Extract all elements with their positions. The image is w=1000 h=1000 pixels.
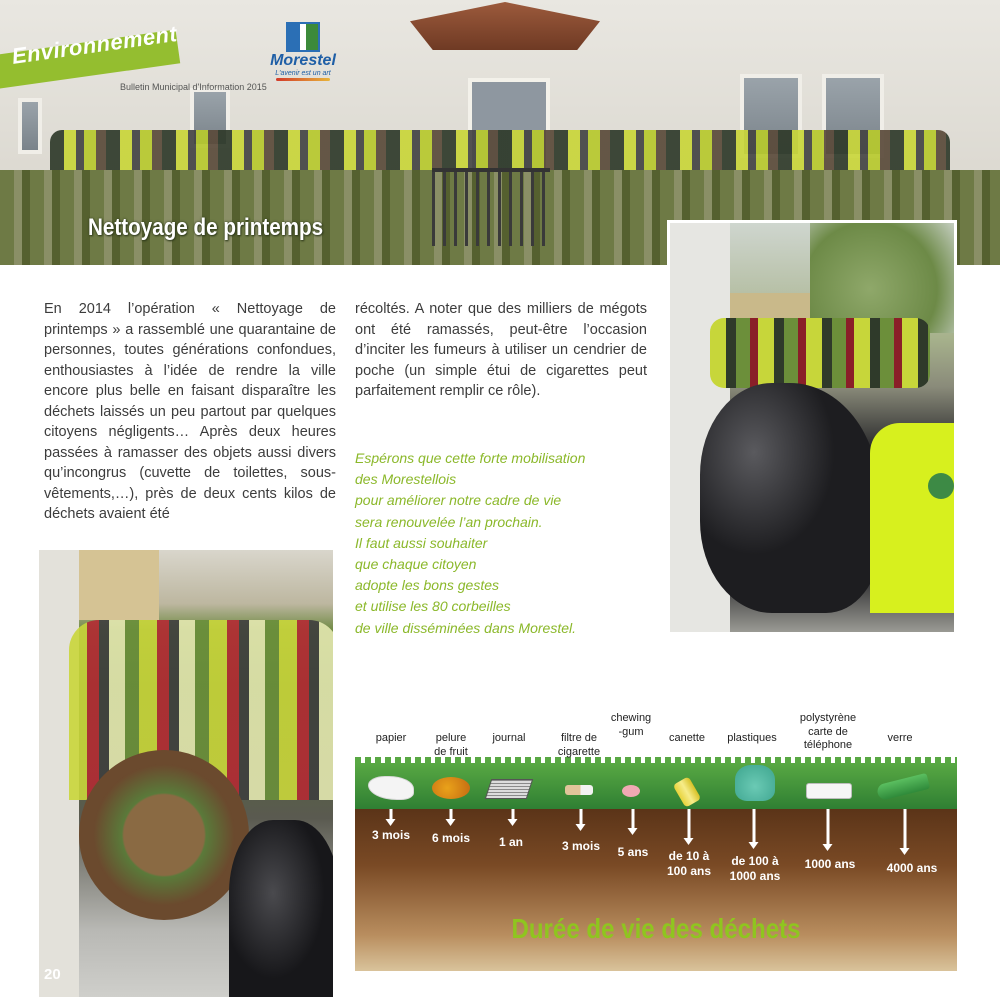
fruit-peel-icon: [432, 777, 470, 799]
item-label-polystyrene: polystyrène carte de téléphone: [799, 712, 857, 751]
section-label: Environnement: [10, 20, 179, 69]
item-label-filtre: filtre de cigarette: [557, 732, 601, 758]
garbage-bags-photo: [667, 220, 957, 635]
quote-line: Il faut aussi souhaiter: [355, 534, 488, 551]
quote-line: Espérons que cette forte mobilisation: [355, 450, 586, 466]
morestel-logo: [268, 22, 338, 81]
item-label-pelure: pelure de fruit: [434, 732, 468, 758]
article-title: Nettoyage de printemps: [88, 214, 324, 241]
plastic-bag-icon: [735, 765, 775, 801]
quote-line: sera renouvelée l’an prochain.: [355, 513, 543, 530]
duration-verre: 4000 ans: [886, 861, 938, 875]
logo-swoosh: [276, 78, 330, 81]
quote-line: des Morestellois: [355, 471, 457, 488]
item-label-verre: verre: [887, 732, 913, 744]
arrow-down-icon: [512, 809, 515, 820]
arrow-down-icon: [450, 809, 453, 820]
logo-tagline: L'avenir est un art: [275, 70, 331, 77]
item-label-plastiques: plastiques: [727, 732, 777, 744]
arrow-down-icon: [753, 809, 756, 843]
volunteers: [710, 318, 930, 388]
yellow-vest: [870, 423, 957, 613]
item-label-chewing-gum: chewing -gum: [610, 712, 652, 738]
quote-line: de ville disséminées dans Morestel.: [355, 619, 576, 636]
duration-filtre: 3 mois: [561, 839, 601, 853]
balcony-railing: [432, 168, 550, 246]
chewing-gum-icon: [622, 785, 640, 797]
duration-canette: de 10 à 100 ans: [666, 849, 712, 878]
item-label-papier: papier: [375, 732, 407, 744]
volunteers-photo: [36, 547, 336, 1000]
duration-plastiques: de 100 à 1000 ans: [729, 854, 781, 883]
bulletin-caption: Bulletin Municipal d'Information 2015: [120, 82, 267, 92]
duration-chewing-gum: 5 ans: [617, 845, 649, 859]
arrow-down-icon: [827, 809, 830, 845]
duration-polystyrene: 1000 ans: [804, 857, 856, 871]
cigarette-butt-icon: [565, 785, 593, 795]
quote-line: adopte les bons gestes: [355, 577, 499, 594]
globe-icon: [928, 473, 954, 499]
cable-reel: [79, 750, 249, 920]
page-number: 20: [44, 966, 61, 983]
arrow-down-icon: [390, 809, 393, 820]
quote-line: pour améliorer notre cadre de vie: [355, 492, 562, 509]
logo-name: Morestel: [270, 52, 336, 69]
trash-bags-pile: [700, 383, 880, 613]
quote-line: que chaque citoyen: [355, 556, 477, 573]
item-label-canette: canette: [668, 732, 706, 744]
arrow-down-icon: [580, 809, 583, 825]
duration-pelure: 6 mois: [431, 831, 471, 845]
duration-papier: 3 mois: [371, 828, 411, 842]
town-emblem-icon: [286, 22, 320, 52]
quote-line: et utilise les 80 corbeilles: [355, 598, 511, 615]
house-background: [79, 550, 159, 620]
closing-quote: [355, 448, 655, 639]
arrow-down-icon: [688, 809, 691, 839]
waste-lifetime-infographic: [355, 699, 957, 971]
tree-background: [810, 223, 957, 333]
arrow-down-icon: [632, 809, 635, 829]
polystyrene-tray-icon: [806, 783, 852, 799]
item-label-journal: journal: [492, 732, 526, 744]
article-paragraph-left: En 2014 l’opération « Nettoyage de printemps » a rassemblé une quarantaine de personnes, toutes générations confondues, enthousiastes à l’idée de rendre la ville encore plus belle en faisant disparaître les déchets laissés un peu partout par quelques citoyens négligents… Après deux heures passées à ramasser des objets aussi divers qu’incongrus (cuvette de toilettes, sous-vêtements,…), près de deux cents kilos de déchets avaient été: [44, 301, 336, 522]
duration-journal: 1 an: [498, 835, 524, 849]
trash-bags: [229, 820, 336, 1000]
newspaper-icon: [485, 779, 533, 799]
window: [18, 98, 42, 154]
article-paragraph-right: récoltés. A noter que des milliers de mégots ont été ramassés, peut-être l’occasion d’inciter les fumeurs à utiliser un cendrier de poche (un simple étui de cigarettes peut parfaitement remplir ce rôle).: [355, 301, 647, 399]
infographic-title: Durée de vie des déchets: [511, 913, 801, 944]
arrow-down-icon: [904, 809, 907, 849]
